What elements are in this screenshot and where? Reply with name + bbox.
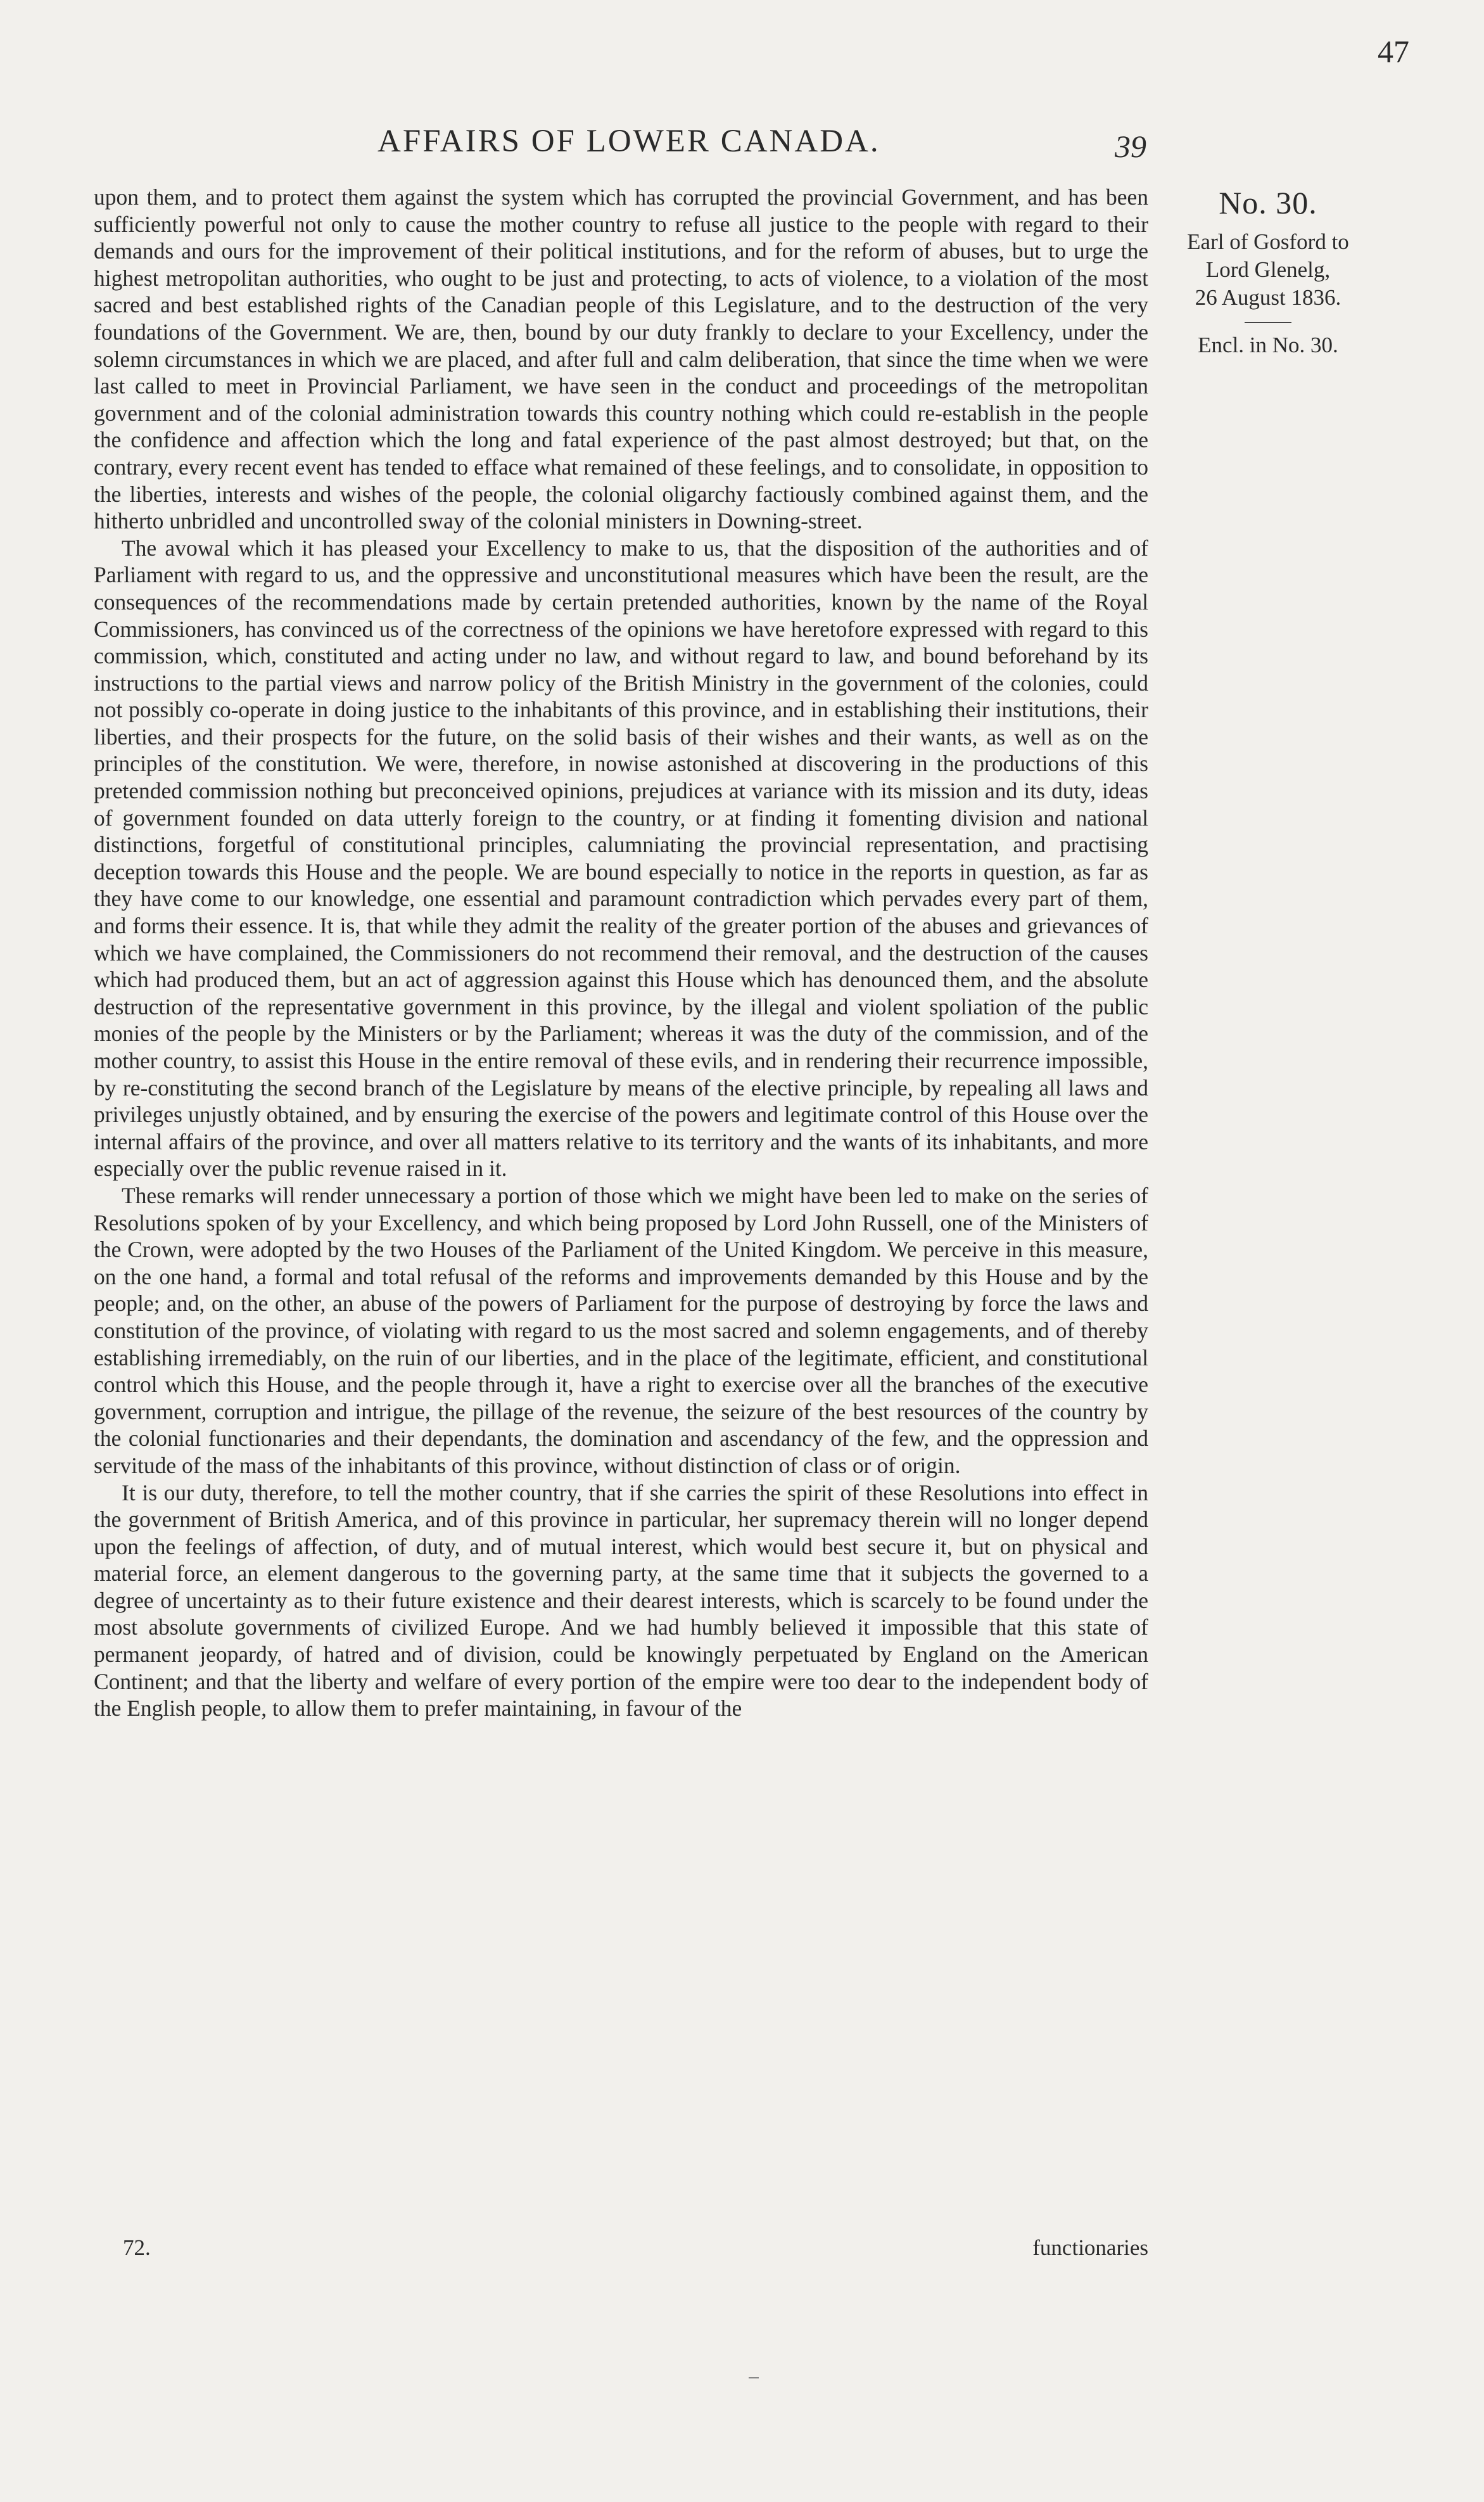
page-footer [94,2235,1148,2263]
paragraph: The avowal which it has pleased your Excellency to make to us, that the disposition of the authorities and of Parliament with regard to us, and the oppressive and unconstitutional measures which have been the result, are the consequences of the recommendations made by certain pretended authorities, known by the name of the Royal Commissioners, has convinced us of the correctness of the opinions we have heretofore expressed with regard to this commission, which, constituted and acting under no law, and without regard to law, and bound beforehand by its instructions to the partial views and narrow policy of the British Ministry in the government of the colonies, could not possibly co-operate in doing justice to the inhabitants of this province, and in establishing their institutions, their liberties, and their prospects for the future, on the solid basis of their wishes and their wants, as well as on the principles of the constitution. We were, therefore, in nowise astonished at discovering in the productions of this pretended commission nothing but preconceived opinions, prejudices at variance with its mission and its duty, ideas of government founded on data utterly foreign to the country, or at finding it fomenting division and national distinctions, forgetful of constitutional principles, calumniating the provincial representation, and practising deception towards this House and the people. We are bound especially to notice in the reports in question, as far as they have come to our knowledge, one essential and paramount contradiction which pervades every part of them, and forms their essence. It is, that while they admit the reality of the greater portion of the abuses and grievances of which we have complained, the Commissioners do not recommend their removal, and the destruction of the causes which had produced them, but an act of aggression against this House which has denounced them, and the absolute destruction of the representative government in this province, by the illegal and violent spoliation of the public monies of the people by the Ministers or by the Parliament; whereas it was the duty of the commission, and of the mother country, to assist this House in the entire removal of these evils, and in rendering their recurrence impossible, by re-constituting the second branch of the Legislature by means of the elective principle, by repealing all laws and privileges unjustly obtained, and by ensuring the exercise of the powers and legitimate control of this House over the internal affairs of the province, and over all matters relative to its territory and the wants of its inhabitants, and more especially over the public revenue raised in it. [94,535,1148,1182]
sheet-number: 47 [1378,34,1409,69]
page-number: 39 [1115,129,1146,164]
paragraph: It is our duty, therefore, to tell the mother country, that if she carries the spirit of these Resolutions into effect in the government of British America, and of this province in particular, her supremacy therein will no longer depend upon the feelings of affection, of duty, and of mutual interest, which would best secure it, but on physical and material force, an element dangerous to the governing party, at the same time that it subjects the governed to a degree of uncertainty as to their future existence and their dearest interests, which is scarcely to be found under the most absolute governments of civilized Europe. And we had humbly believed it impossible that this state of permanent jeopardy, of hatred and of division, could be knowingly perpetuated by England on the American Continent; and that the liberty and welfare of every portion of the empire were too dear to the independent body of the English people, to allow them to prefer maintaining, in favour of the [94,1479,1148,1721]
catchword: functionaries [1032,2235,1148,2260]
paragraph: upon them, and to protect them against the system which has corrupted the provincial Government, and has been sufficiently powerful not only to cause the mother country to refuse all justice to the people with regard to their demands and ours for the improvement of their political institutions, and for the reform of abuses, but to urge the highest metropolitan authorities, who ought to be just and protecting, to acts of violence, to a violation of the most sacred and best established rights of the Canadian people of this Legislature, and to the destruction of the very foundations of the Government. We are, then, bound by our duty frankly to declare to your Excellency, under the solemn circumstances in which we are placed, and after full and calm deliberation, that since the time when we were last called to meet in Provincial Parliament, we have seen in the conduct and proceedings of the metropolitan government and of the colonial administration towards this country nothing which could re-establish in the people the confidence and affection which the long and fatal experience of the past almost destroyed; but that, on the contrary, every recent event has tended to efface what remained of these feelings, and to consolidate, in opposition to the liberties, interests and wishes of the people, the colonial oligarchy factiously combined against them, and the hitherto unbridled and uncontrolled sway of the colonial ministers in Downing-street. [94,184,1148,534]
signature-mark: 72. [123,2235,151,2260]
body-text [94,184,1148,1722]
enclosure-note: Encl. in No. 30. [1198,333,1338,357]
correspondence-date: 26 August 1836. [1195,285,1341,310]
margin-rule [1245,322,1291,323]
correspondence-to: Lord Glenelg, [1205,257,1331,282]
margin-note [1167,184,1369,359]
document-number: No. 30. [1219,185,1317,220]
paragraph: These remarks will render unnecessary a portion of those which we might have been led to make on the series of Resolutions spoken of by your Excellency, and which being proposed by Lord John Russell, one of the Ministers of the Crown, were adopted by the two Houses of the Parliament of the United Kingdom. We perceive in this measure, on the one hand, a formal and total refusal of the reforms and improvements demanded by this House and by the people; and, on the other, an abuse of the powers of Parliament for the purpose of destroying by force the laws and constitution of the province, of violating with regard to us the most sacred and solemn engagements, and of thereby establishing irremediably, on the ruin of our liberties, and in the place of the legitimate, efficient, and constitutional control which this House, and the people through it, have a right to exercise over all the branches of the executive government, corruption and intrigue, the pillage of the revenue, the seizure of the best resources of the country by the colonial functionaries and their dependants, the domination and ascendancy of the few, and the oppression and servitude of the mass of the inhabitants of this province, without distinction of class or of origin. [94,1182,1148,1478]
correspondence-line [1167,228,1369,312]
running-head-title: AFFAIRS OF LOWER CANADA. [377,124,880,159]
page-mark [749,2377,759,2378]
correspondence-from: Earl of Gosford to [1187,229,1349,254]
